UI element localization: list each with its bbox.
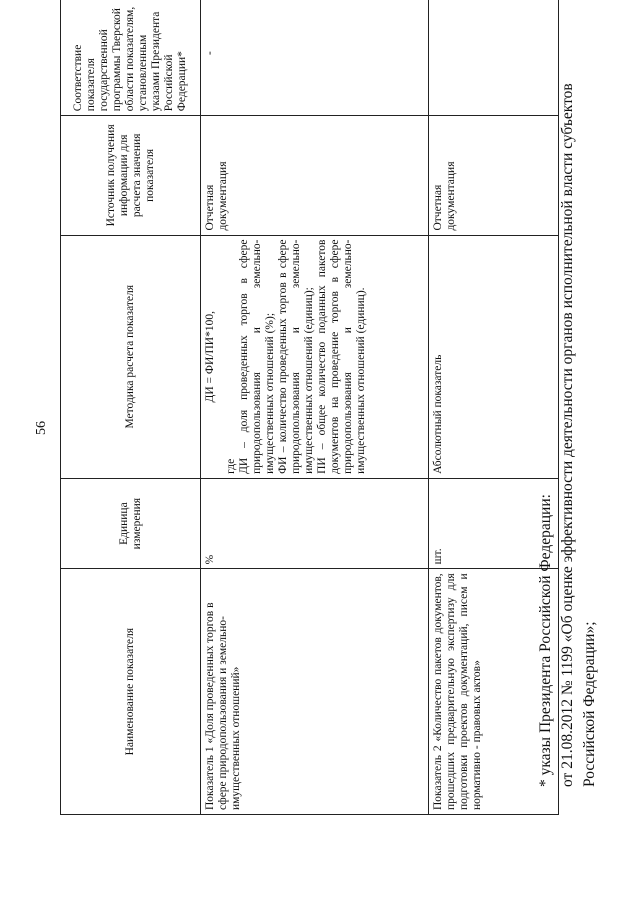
header-method: Методика расчета показателя <box>61 235 201 478</box>
row1-formula: ДИ = ФИ/ПИ*100, <box>204 311 216 403</box>
header-compliance: Соответствие показателя государственной программы Тверской области показателям, установленным указами Президента Российской Федерации* <box>61 0 201 116</box>
row2-unit: шт. <box>429 478 559 568</box>
row1-def-pi: ПИ – общее количество поданных пакетов документов на проведение торгов в сфере природопользования и земельно-имущественных отношений (единиц). <box>316 239 367 474</box>
header-name: Наименование показателя <box>61 569 201 815</box>
table-row <box>201 0 429 815</box>
footnote-line1: * указы Президента Российской Федерации: <box>537 494 554 787</box>
row1-source: Отчетная документация <box>201 116 429 235</box>
row2-name: Показатель 2 «Количество пакетов документов, прошедших предварительную экспертизу для подготовки проектов документаций, писем и нормативно - правовых актов» <box>429 569 559 815</box>
row1-unit: % <box>201 478 429 568</box>
row1-def-fi: ФИ – количество проведенных торгов в сфере природопользования и земельно-имущественных отношений (единиц); <box>277 239 315 474</box>
row2-method: Абсолютный показатель <box>429 235 559 478</box>
table-header-row <box>61 0 201 815</box>
row1-method <box>201 235 429 478</box>
header-source: Источник получения информации для расчета значения показателя <box>61 116 201 235</box>
row1-def-where: где <box>225 458 237 474</box>
row1-compliance: - <box>201 0 429 116</box>
row1-definitions <box>225 240 368 474</box>
footnote-line2: от 21.08.2012 № 1199 «Об оценке эффективности деятельности органов исполнительной власти субъектов Российской Федерации»; <box>559 83 598 787</box>
page-number: 56 <box>34 421 49 435</box>
footnote <box>535 13 601 813</box>
indicators-table <box>60 0 559 815</box>
row1-name: Показатель 1 «Доля проведенных торгов в сфере природопользования и земельно-имущественных отношений» <box>201 569 429 815</box>
row1-def-di: ДИ – доля проведенных торгов в сфере природопользования и земельно-имущественных отношений (%); <box>238 239 276 474</box>
row2-source: Отчетная документация <box>429 116 559 235</box>
header-unit: Единица измерения <box>61 478 201 568</box>
